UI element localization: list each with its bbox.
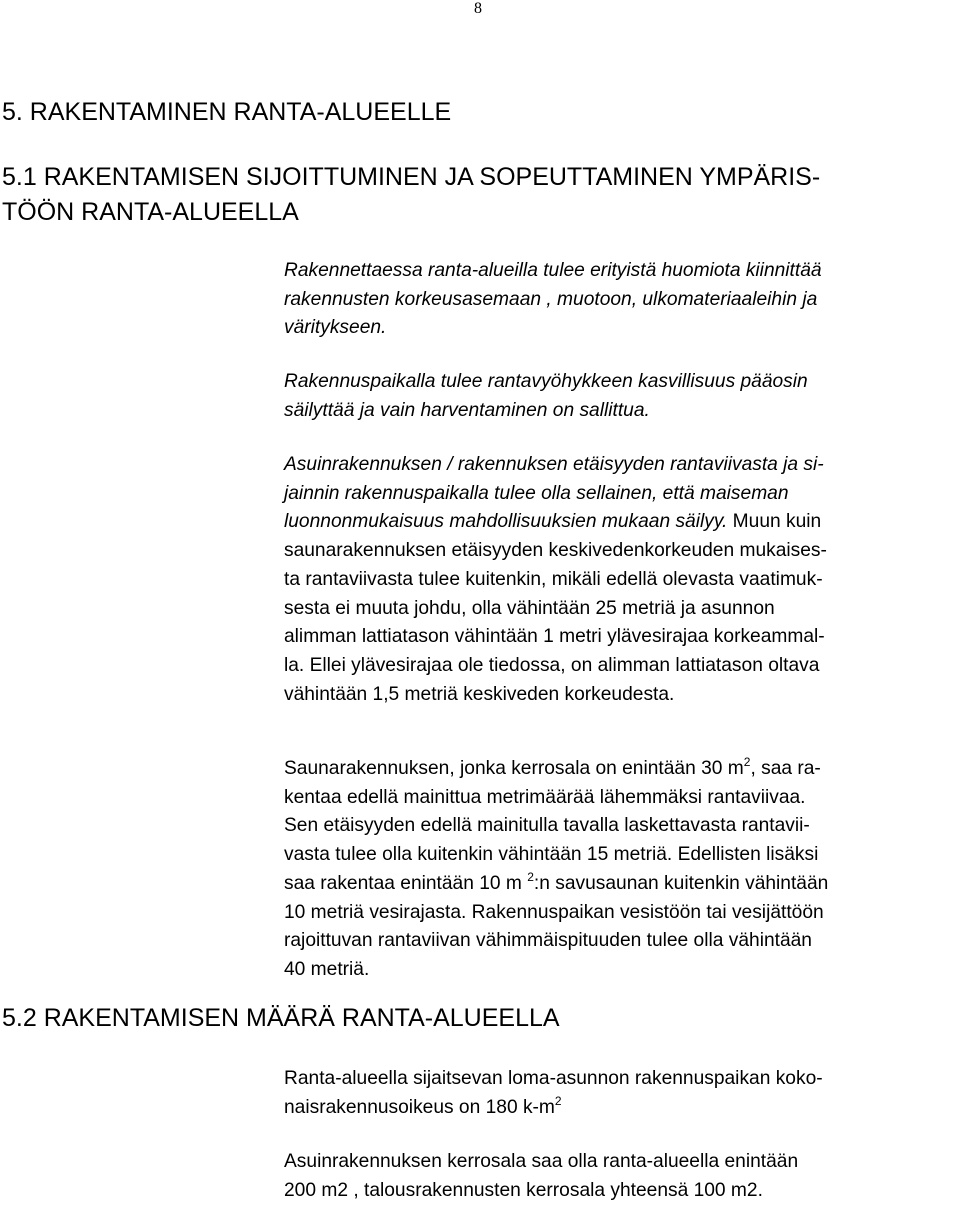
- text-line: kentaa edellä mainittua metrimäärää lähemmäksi rantaviivaa.: [284, 786, 806, 808]
- paragraph-building-rights: [284, 1065, 954, 1122]
- text-fragment: luonnonmukaisuus mahdollisuuksien mukaan säilyy.: [284, 511, 728, 533]
- paragraph-vegetation: [284, 368, 954, 425]
- text-line: rajoittuvan rantaviivan vähimmäispituuden tulee olla vähintään: [284, 930, 812, 952]
- superscript: 2: [554, 1093, 562, 1108]
- text-fragment: Saunarakennuksen, jonka kerrosala on enintään 30 m: [284, 758, 744, 779]
- section-heading-line: 5.1 RAKENTAMISEN SIJOITTUMINEN JA SOPEUTTAMINEN YMPÄRIS-: [2, 163, 821, 191]
- text-fragment: , saa ra-: [750, 758, 821, 779]
- chapter-heading: 5. RAKENTAMINEN RANTA-ALUEELLE: [2, 98, 452, 126]
- section-heading-5-2: 5.2 RAKENTAMISEN MÄÄRÄ RANTA-ALUEELLA: [2, 1004, 560, 1032]
- superscript: 2: [527, 869, 534, 884]
- text-line: Rakennuspaikalla tulee rantavyöhykkeen kasvillisuus pääosin: [284, 371, 808, 392]
- text-line: 40 metriä.: [284, 958, 370, 980]
- text-line: Ranta-alueella sijaitsevan loma-asunnon rakennuspaikan koko-: [284, 1068, 823, 1089]
- text-line: [284, 1094, 954, 1123]
- text-line: Asuinrakennuksen / rakennuksen etäisyyden rantaviivasta ja si-: [284, 454, 824, 475]
- section-heading-5-1: [2, 160, 942, 230]
- text-line: sesta ei muuta johdu, olla vähintään 25 metriä ja asunnon: [284, 597, 775, 619]
- superscript: 2: [743, 755, 751, 769]
- text-line: säilyttää ja vain harventaminen on sallittua.: [284, 399, 650, 421]
- text-line: [284, 870, 954, 899]
- paragraph-appearance: [284, 257, 954, 343]
- page-number: 8: [474, 0, 482, 17]
- text-line: alimman lattiatason vähintään 1 metri ylävesirajaa korkeammal-: [284, 626, 825, 648]
- text-line: [284, 755, 954, 784]
- text-line: vasta tulee olla kuitenkin vähintään 15 metriä. Edellisten lisäksi: [284, 844, 819, 866]
- text-fragment: Muun kuin: [727, 511, 822, 533]
- text-line: Rakennettaessa ranta-alueilla tulee erityistä huomiota kiinnittää: [284, 260, 822, 281]
- section-heading-line: TÖÖN RANTA-ALUEELLA: [2, 198, 299, 226]
- text-fragment: :n savusaunan kuitenkin vähintään: [533, 872, 829, 894]
- paragraph-sauna: [284, 755, 954, 985]
- text-fragment: saa rakentaa enintään 10 m: [284, 872, 528, 894]
- paragraph-floor-area: [284, 1148, 954, 1205]
- text-line: Asuinrakennuksen kerrosala saa olla ranta-alueella enintään: [284, 1151, 799, 1172]
- text-line: väritykseen.: [284, 317, 387, 339]
- text-line: jainnin rakennuspaikalla tulee olla sellainen, että maiseman: [284, 482, 789, 504]
- text-line: 10 metriä vesirajasta. Rakennuspaikan vesistöön tai vesijättöön: [284, 901, 824, 923]
- text-line: vähintään 1,5 metriä keskiveden korkeudesta.: [284, 683, 675, 705]
- text-line: rakennusten korkeusasemaan , muotoon, ulkomateriaaleihin ja: [284, 288, 818, 310]
- text-line: ta rantaviivasta tulee kuitenkin, mikäli edellä olevasta vaatimuk-: [284, 568, 823, 590]
- text-line: Sen etäisyyden edellä mainitulla tavalla laskettavasta rantavii-: [284, 815, 810, 837]
- text-line: saunarakennuksen etäisyyden keskivedenkorkeuden mukaises-: [284, 540, 827, 562]
- paragraph-shoreline-distance: [284, 451, 954, 709]
- text-fragment: naisrakennusoikeus on 180 k-m: [284, 1096, 555, 1118]
- text-line: la. Ellei ylävesirajaa ole tiedossa, on alimman lattiatason oltava: [284, 654, 820, 676]
- text-line: [284, 508, 954, 537]
- text-line: 200 m2 , talousrakennusten kerrosala yhteensä 100 m2.: [284, 1179, 763, 1201]
